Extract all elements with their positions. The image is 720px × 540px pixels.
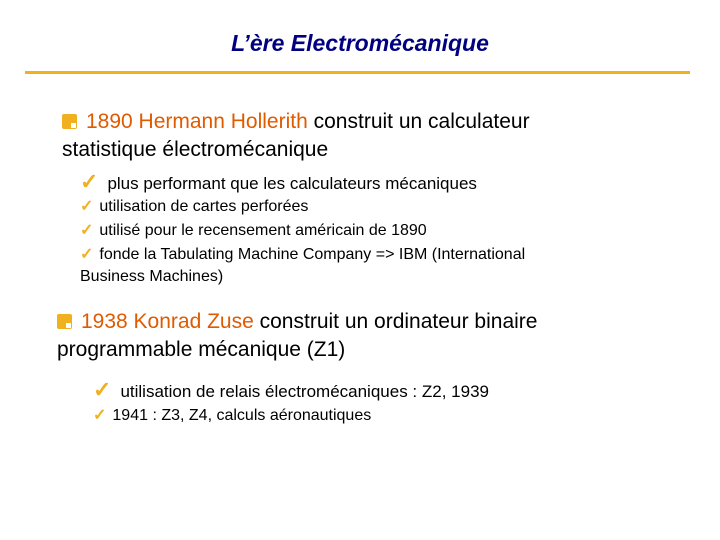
sub-item-continuation: Business Machines) [80,268,224,285]
checkmark-icon: ✓ [93,407,107,424]
bullet-zuse-line2: programmable mécanique (Z1) [57,338,346,361]
sub-item [93,378,489,404]
sub-item-text: utilisation de cartes perforées [99,198,309,215]
sub-item [80,219,427,243]
bullet-hollerith-highlight: 1890 Hermann Hollerith [86,110,308,133]
bullet-zuse-text: construit un ordinateur binaire [253,310,538,333]
slide-title: L’ère Electromécanique [231,30,489,56]
checkmark-icon: ✓ [80,169,99,194]
bullet-zuse-highlight: 1938 Konrad Zuse [81,310,254,333]
sub-item [93,404,371,428]
sub-item-text: utilisé pour le recensement américain de 1890 [99,222,427,239]
checkmark-icon: ✓ [80,222,94,239]
sub-item-text: utilisation de relais électromécaniques : Z2, 1939 [120,382,489,401]
checkmark-icon: ✓ [93,377,112,402]
sub-item-text: plus performant que les calculateurs mécaniques [107,174,477,193]
sub-item-text: 1941 : Z3, Z4, calculs aéronautiques [112,407,372,424]
bullet-hollerith [62,108,530,135]
checkbox-bullet-icon [62,114,77,129]
title-divider [25,71,690,74]
sub-item [80,195,308,219]
sub-item [80,243,525,267]
checkmark-icon: ✓ [80,246,94,263]
checkbox-bullet-icon [57,314,72,329]
checkmark-icon: ✓ [80,198,94,215]
bullet-zuse [57,308,537,335]
bullet-hollerith-line2: statistique électromécanique [62,138,329,161]
sub-item [80,170,477,196]
sub-item-text: fonde la Tabulating Machine Company => IBM (International [99,246,526,263]
bullet-hollerith-text: construit un calculateur [307,110,530,133]
